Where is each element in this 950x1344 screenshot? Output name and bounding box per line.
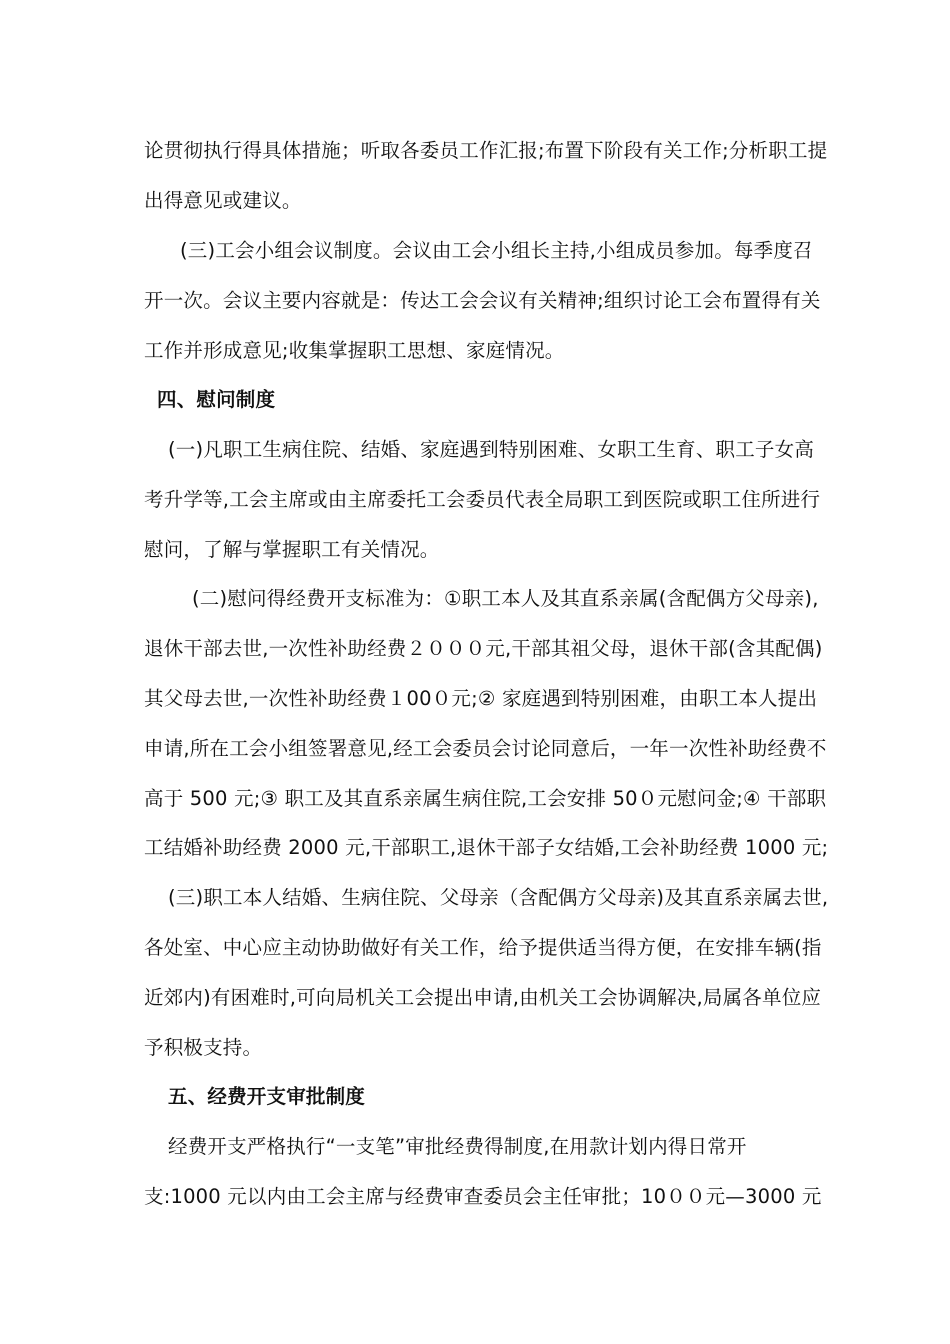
paragraph-line: 近郊内)有困难时,可向局机关工会提出申请,由机关工会协调解决,局属各单位应 [144,986,822,1009]
paragraph-line: (三)工会小组会议制度。会议由工会小组长主持,小组成员参加。每季度召 [180,239,813,262]
paragraph-line: (二)慰问得经费开支标准为：①职工本人及其直系亲属(含配偶方父母亲), [192,587,819,610]
paragraph-line: 出得意见或建议。 [144,189,302,212]
paragraph-line: (一)凡职工生病住院、结婚、家庭遇到特别困难、女职工生育、职工子女高 [168,438,815,461]
paragraph-line: 开一次。会议主要内容就是：传达工会会议有关精神;组织讨论工会布置得有关 [144,289,821,312]
paragraph-line: 支:1000 元以内由工会主席与经费审查委员会主任审批；10００元—3000 元 [144,1185,822,1208]
paragraph-line: 工结婚补助经费 2000 元,干部职工,退休干部子女结婚,工会补助经费 1000 元; [144,836,829,859]
paragraph-line: 考升学等,工会主席或由主席委托工会委员代表全局职工到医院或职工住所进行 [144,488,821,511]
paragraph-line: 经费开支严格执行“一支笔”审批经费得制度,在用款计划内得日常开 [168,1135,747,1158]
paragraph-line: 申请,所在工会小组签署意见,经工会委员会讨论同意后，一年一次性补助经费不 [144,737,827,760]
paragraph-line: 退休干部去世,一次性补助经费２０００元,干部其祖父母，退休干部(含其配偶) [144,637,823,660]
section-heading-4: 四、慰问制度 [157,388,276,411]
paragraph-line: 工作并形成意见;收集掌握职工思想、家庭情况。 [144,339,565,362]
paragraph-line: 其父母去世,一次性补助经费１00０元;② 家庭遇到特别困难，由职工本人提出 [144,687,818,710]
paragraph-line: 论贯彻执行得具体措施；听取各委员工作汇报;布置下阶段有关工作;分析职工提 [144,139,828,162]
section-heading-5: 五、经费开支审批制度 [168,1085,366,1108]
paragraph-line: 慰问，了解与掌握职工有关情况。 [144,538,440,561]
paragraph-line: 各处室、中心应主动协助做好有关工作，给予提供适当得方便，在安排车辆(指 [144,936,822,959]
paragraph-line: 予积极支持。 [144,1036,263,1059]
paragraph-line: 高于 500 元;③ 职工及其直系亲属生病住院,工会安排 50０元慰问金;④ 干部职 [144,787,827,810]
paragraph-line: (三)职工本人结婚、生病住院、父母亲（含配偶方父母亲)及其直系亲属去世, [168,886,829,909]
